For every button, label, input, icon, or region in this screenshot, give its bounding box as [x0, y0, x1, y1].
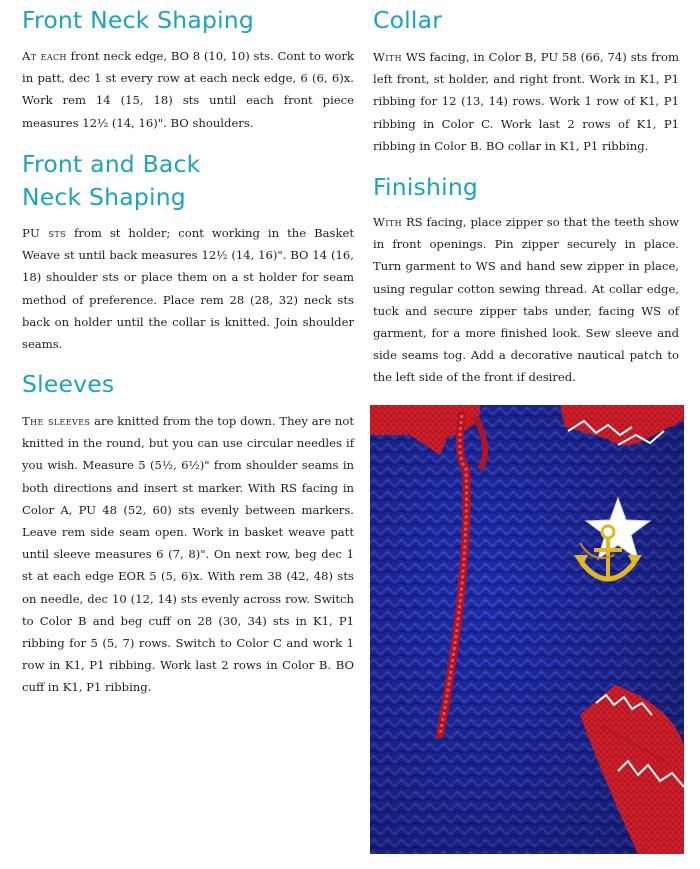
heading-line-1: Front and Back	[22, 150, 201, 178]
lead-in: With	[373, 215, 402, 229]
lead-in: At each	[22, 49, 67, 63]
knitted-sweater-photo	[370, 405, 684, 854]
sleeves-heading: Sleeves	[22, 370, 115, 398]
finishing-text	[373, 211, 679, 389]
paragraph-body: WS facing, in Color B, PU 58 (66, 74) sts from left front, st holder, and right front. Work in K1, P1 ribbing for 12 (13, 14) rows. Work 1 row of K1, P1 ribbing in Color C. Work last 2 rows of K1, P1 ribbing in Color B. BO collar in K1, P1 ribbing.	[373, 50, 679, 153]
paragraph-body: front neck edge, BO 8 (10, 10) sts. Cont to work in patt, dec 1 st every row at each neck edge, 6 (6, 6)x. Work rem 14 (15, 18) sts until each front piece measures 12½ (14, 16)". BO shoulders.	[22, 49, 354, 130]
front-back-neck-shaping-text	[22, 222, 354, 355]
paragraph-body: RS facing, place zipper so that the teeth show in front openings. Pin zipper securely in place. Turn garment to WS and hand sew zipper in place, using regular cotton sewing thread. At collar edge, tuck and secure zipper tabs under, facing WS of garment, for a more finished look. Sew sleeve and side seams tog. Add a decorative nautical patch to the left side of the front if desired.	[373, 215, 679, 385]
front-back-neck-shaping-heading	[22, 148, 200, 214]
finishing-heading: Finishing	[373, 173, 479, 201]
front-neck-shaping-heading: Front Neck Shaping	[22, 6, 255, 34]
lead-in: The sleeves	[22, 414, 91, 428]
front-neck-shaping-text	[22, 45, 354, 134]
collar-text	[373, 46, 679, 157]
lead-in: With	[373, 50, 402, 64]
heading-line-2: Neck Shaping	[22, 183, 186, 211]
paragraph-body: from st holder; cont working in the Basket Weave st until back measures 12½ (14, 16)". BO 14 (16, 18) shoulder sts or place them on a st holder for seam method of preference. Place rem 28 (28, 32) neck sts back on holder until the collar is knitted. Join shoulder seams.	[22, 226, 354, 352]
paragraph-body: are knitted from the top down. They are not knitted in the round, but you can use circular needles if you wish. Measure 5 (5½, 6½)" from shoulder seams in both directions and insert st marker. With RS facing in Color A, PU 48 (52, 60) sts evenly between markers. Leave rem side seam open. Work in basket weave patt until sleeve measures 6 (7, 8)". On next row, beg dec 1 st at each edge EOR 5 (5, 6)x. With rem 38 (42, 48) sts on needle, dec 10 (12, 14) sts evenly across row. Switch to Color B and beg cuff on 28 (30, 34) sts in K1, P1 ribbing for 5 (5, 7) rows. Switch to Color C and work 1 row in K1, P1 ribbing. Work last 2 rows in Color B. BO cuff in K1, P1 ribbing.	[22, 414, 354, 695]
sleeves-text	[22, 410, 354, 699]
lead-in: PU sts	[22, 226, 67, 240]
collar-heading: Collar	[373, 6, 443, 34]
